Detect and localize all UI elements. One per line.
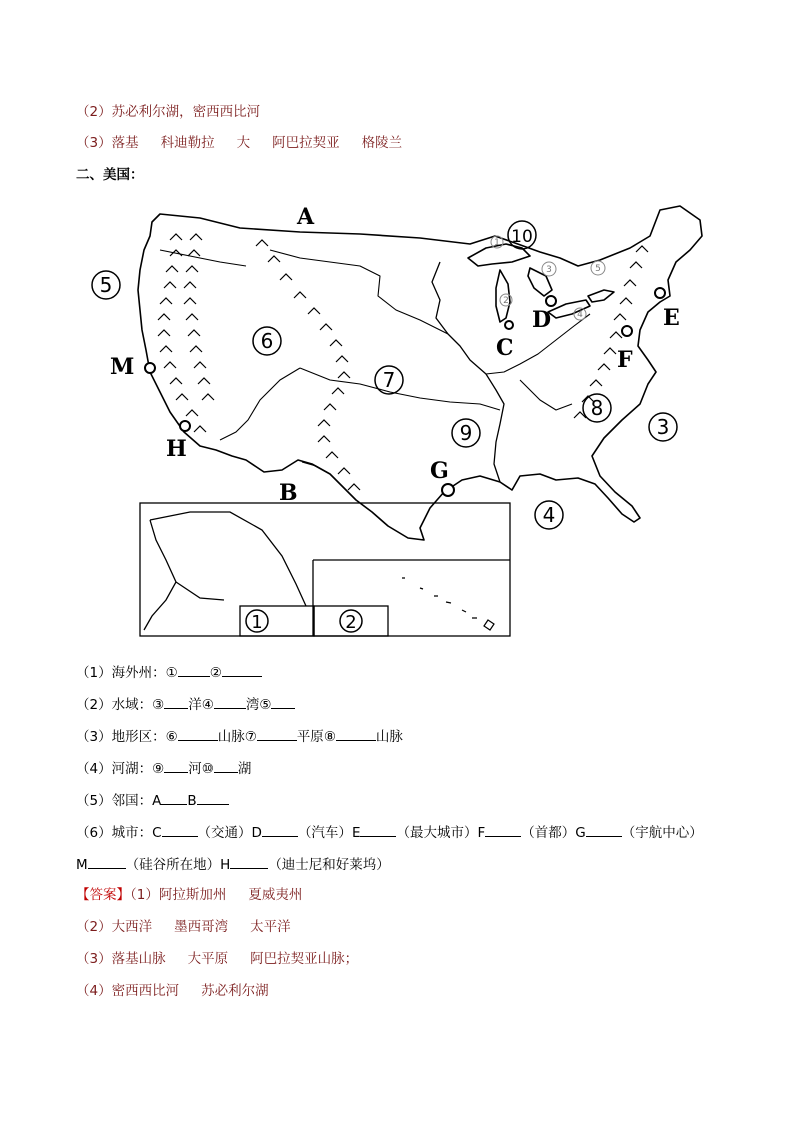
city-marker-f (622, 326, 632, 336)
a3-item: 大平原 (187, 951, 229, 967)
city-marker-m (145, 363, 155, 373)
question-1 (76, 663, 262, 682)
a1-item: 阿拉斯加州 (158, 887, 227, 903)
q5-prefix: （5）邻国： (76, 793, 153, 809)
prev-answer-2: （2）苏必利尔湖，密西西比河 (76, 104, 261, 120)
a3-prefix: （3） (76, 951, 112, 967)
section-title: 二、美国： (76, 167, 144, 183)
q4-c10: ⑩ (201, 761, 214, 777)
q6-d-note: （汽车） (297, 825, 352, 841)
answer-3 (76, 950, 358, 968)
q3-prefix: （3）地形区： (76, 729, 166, 745)
small-label-2: 2 (503, 296, 509, 306)
mountain-hatches (158, 234, 648, 490)
q4-t2: 湖 (237, 761, 252, 777)
q5-a: A (152, 793, 162, 809)
q1-blank-1[interactable] (178, 663, 210, 677)
small-label-3: 3 (546, 265, 552, 275)
q3-c8: ⑧ (323, 729, 336, 745)
q1-c1: ① (165, 665, 178, 681)
q1-prefix: （1）海外州： (76, 665, 166, 681)
prev-answer-3-prefix: （3） (76, 135, 112, 151)
q6-e-note: （最大城市） (396, 825, 478, 841)
num-label-9: 9 (459, 421, 473, 445)
inset-frame (140, 503, 510, 636)
q6-h-note: （迪士尼和好莱坞） (268, 857, 390, 873)
q2-c5: ⑤ (259, 697, 272, 713)
a4-prefix: （4） (76, 983, 112, 999)
city-marker-g (442, 484, 454, 496)
map-label-b: B (279, 480, 298, 506)
num-label-3: 3 (656, 415, 670, 439)
q1-blank-2[interactable] (222, 663, 262, 677)
small-label-5: 5 (595, 264, 601, 274)
answer-2 (76, 918, 291, 936)
q3-c7: ⑦ (244, 729, 257, 745)
q6-m: M (76, 857, 88, 873)
small-label-4: 4 (577, 310, 583, 320)
q6-blank-e[interactable] (360, 823, 396, 837)
q3-t1: 山脉 (217, 729, 245, 745)
usa-outline (138, 206, 702, 540)
q6-blank-h[interactable] (230, 855, 268, 869)
q6-blank-g[interactable] (586, 823, 622, 837)
rio-grande (302, 462, 330, 474)
a2-item: 墨西哥湾 (174, 919, 229, 935)
question-6 (76, 823, 703, 842)
small-label-1: 1 (494, 238, 500, 248)
q2-prefix: （2）水域： (76, 697, 153, 713)
q3-t2: 平原 (296, 729, 324, 745)
question-6-cont (76, 855, 390, 874)
q6-blank-c[interactable] (162, 823, 198, 837)
a3-item: 阿巴拉契亚山脉； (250, 951, 359, 967)
prev-answer-3-item: 格陵兰 (361, 135, 403, 151)
map-label-h: H (166, 436, 187, 462)
q2-blank-2[interactable] (214, 695, 246, 709)
question-5 (76, 791, 229, 810)
q6-f-note: （首都） (521, 825, 576, 841)
num-label-7: 7 (382, 368, 396, 392)
map-label-f: F (617, 347, 633, 373)
q3-blank-2[interactable] (257, 727, 297, 741)
q6-d: D (251, 825, 262, 841)
q5-blank-1[interactable] (161, 791, 187, 805)
q1-c2: ② (209, 665, 222, 681)
prev-answer-3-item: 阿巴拉契亚 (272, 135, 340, 151)
num-label-2: 2 (345, 612, 357, 633)
q2-c4: ④ (201, 697, 214, 713)
q4-c9: ⑨ (152, 761, 165, 777)
num-label-1: 1 (251, 612, 263, 633)
q5-blank-2[interactable] (197, 791, 229, 805)
answer-1 (76, 886, 302, 904)
a4-item: 密西西比河 (111, 983, 180, 999)
lake-ontario (588, 290, 614, 302)
city-marker-c (505, 321, 513, 329)
a1-item: 夏威夷州 (248, 887, 303, 903)
question-3 (76, 727, 403, 746)
num-label-5: 5 (99, 273, 113, 297)
city-marker-h (180, 421, 190, 431)
prev-answer-3-item: 落基 (111, 135, 139, 151)
q6-prefix: （6）城市： (76, 825, 153, 841)
prev-answer-3-item: 科迪勒拉 (160, 135, 215, 151)
city-marker-d (546, 296, 556, 306)
map-label-d: D (532, 307, 552, 333)
q3-blank-3[interactable] (336, 727, 376, 741)
a4-item: 苏必利尔湖 (201, 983, 269, 999)
map-label-g: G (430, 458, 449, 484)
q2-t2: 湾 (245, 697, 260, 713)
hawaii-islands (402, 578, 494, 630)
q2-blank-1[interactable] (164, 695, 188, 709)
q4-t1: 河 (188, 761, 202, 777)
q6-h: H (220, 857, 231, 873)
q6-c: C (152, 825, 162, 841)
map-label-m: M (110, 354, 135, 380)
q4-blank-1[interactable] (164, 759, 188, 773)
q5-b: B (187, 793, 197, 809)
a3-item: 落基山脉 (111, 951, 166, 967)
question-2 (76, 695, 295, 714)
q6-g: G (575, 825, 586, 841)
num-label-4: 4 (542, 503, 556, 527)
q6-blank-d[interactable] (262, 823, 298, 837)
alaska-outline (144, 512, 306, 630)
city-marker-e (655, 288, 665, 298)
q4-prefix: （4）河湖： (76, 761, 153, 777)
q2-blank-3[interactable] (271, 695, 295, 709)
a1-prefix: （1） (130, 887, 159, 903)
map-label-a: A (297, 204, 315, 230)
q3-t3: 山脉 (375, 729, 403, 745)
prev-answer-3-item: 大 (236, 135, 251, 151)
num-label-6: 6 (260, 329, 274, 353)
q2-t1: 洋 (188, 697, 202, 713)
colorado-river (220, 368, 300, 440)
q6-blank-m[interactable] (88, 855, 126, 869)
a2-item: 大西洋 (111, 919, 153, 935)
map-label-c: C (496, 335, 514, 361)
q6-m-note: （硅谷所在地） (125, 857, 221, 873)
answer-4 (76, 982, 269, 1000)
q4-blank-2[interactable] (214, 759, 238, 773)
q6-g-note: （宇航中心） (621, 825, 703, 841)
missouri-river (270, 250, 448, 334)
map-label-e: E (663, 305, 680, 331)
num-label-8: 8 (590, 396, 604, 420)
a2-item: 太平洋 (250, 919, 291, 935)
q3-blank-1[interactable] (178, 727, 218, 741)
tennessee-river (520, 380, 572, 410)
q6-blank-f[interactable] (485, 823, 521, 837)
answer-tag: 【答案】 (76, 887, 130, 903)
mississippi-river (432, 262, 504, 482)
q6-e: E (351, 825, 361, 841)
a2-prefix: （2） (76, 919, 112, 935)
q6-c-note: （交通） (197, 825, 252, 841)
q2-c3: ③ (152, 697, 165, 713)
q3-c6: ⑥ (165, 729, 178, 745)
question-4 (76, 759, 251, 778)
num-label-10: 10 (511, 227, 533, 247)
q6-f: F (477, 825, 486, 841)
